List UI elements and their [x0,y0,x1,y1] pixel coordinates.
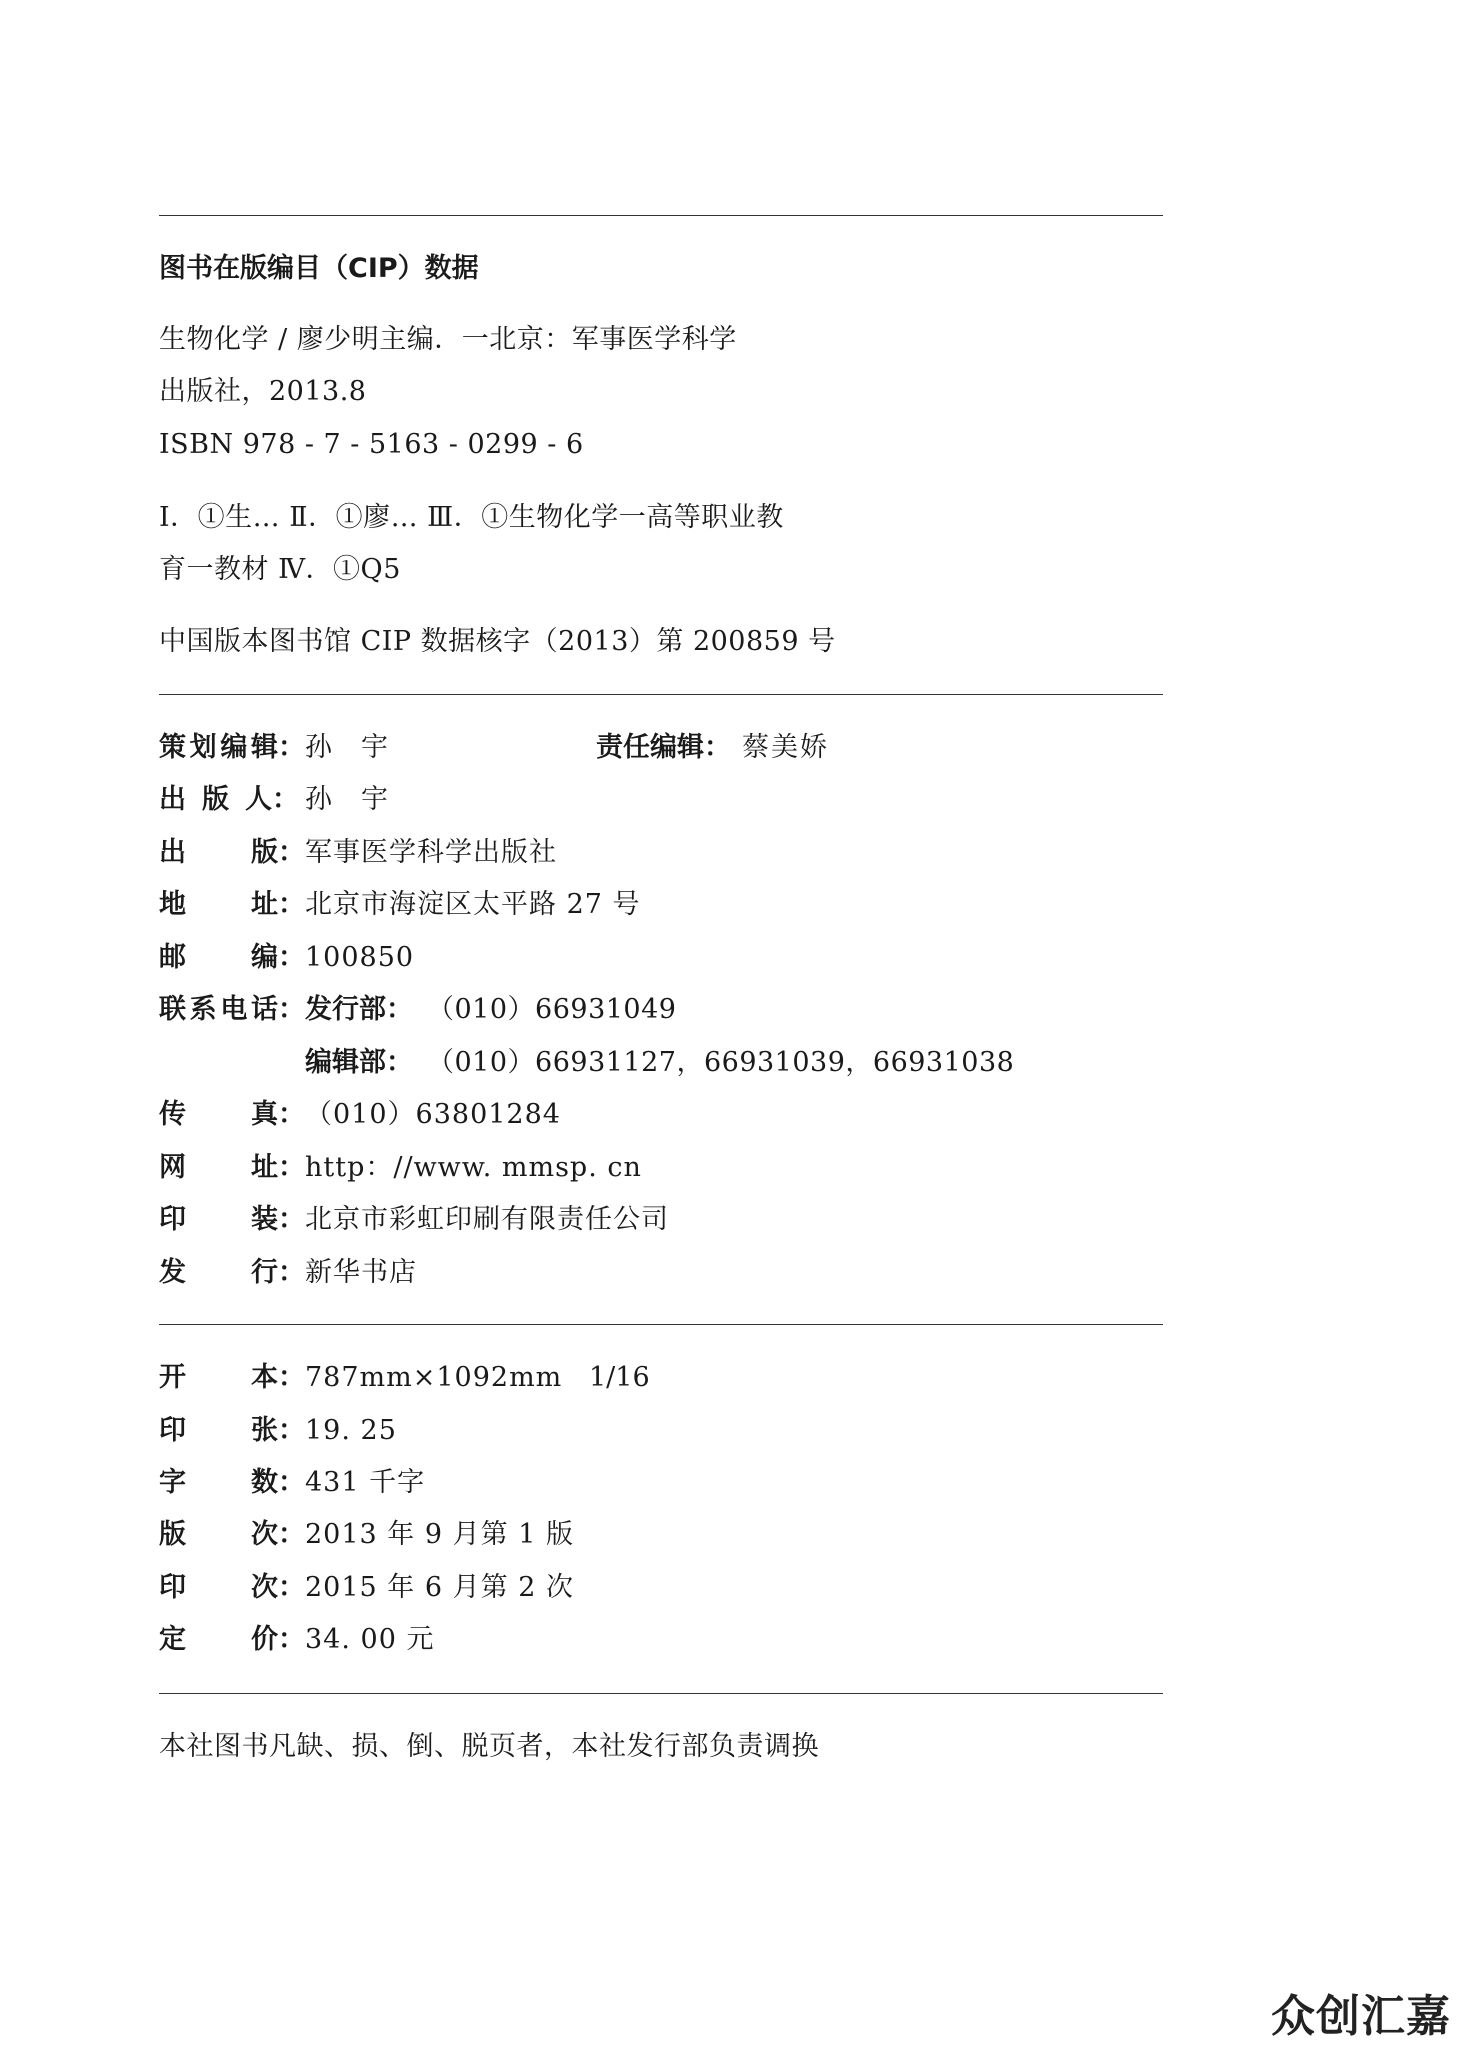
publisher-label: 出 版： [159,837,305,868]
website-value: http：//www. mmsp. cn [305,1152,642,1183]
cip-line-record-number: 中国版本图书馆 CIP 数据核字（2013）第 200859 号 [159,626,836,657]
responsible-editor-label: 责任编辑： [596,732,731,763]
replacement-notice: 本社图书凡缺、损、倒、脱页者，本社发行部负责调换 [159,1731,819,1762]
distribution-dept-label: 发行部： [305,994,413,1025]
website-label: 网 址： [159,1152,305,1183]
planning-editor-label: 策 划 编 辑： [159,732,305,763]
cip-line-isbn: ISBN 978 - 7 - 5163 - 0299 - 6 [159,429,584,460]
cip-line-classification-cont: 育一教材 Ⅳ．①Q5 [159,554,401,585]
planning-editor-value: 孙 宇 [305,732,389,763]
watermark-logo: 众创汇嘉 [1271,1991,1451,2042]
cip-divider [159,694,1163,695]
format-label: 开 本： [159,1362,305,1393]
cip-line-classification: Ⅰ．①生… Ⅱ．①廖… Ⅲ．①生物化学一高等职业教 [159,502,784,533]
format-value: 787mm×1092mm [305,1362,563,1393]
printer-value: 北京市彩虹印刷有限责任公司 [305,1204,669,1235]
editorial-dept-phone: （010）66931127，66931039，66931038 [427,1047,1015,1078]
cip-line-1: 生物化学 / 廖少明主编．一北京：军事医学科学 [159,324,737,355]
distributor-value: 新华书店 [305,1257,417,1288]
responsible-editor-value: 蔡美娇 [742,732,829,763]
sheets-label: 印 张： [159,1415,305,1446]
price-label: 定 价： [159,1624,305,1655]
words-value: 431 千字 [305,1467,426,1498]
editorial-dept-label: 编辑部： [305,1047,413,1078]
distributor-label: 发 行： [159,1257,305,1288]
postcode-value: 100850 [305,942,415,973]
address-label: 地 址： [159,889,305,920]
publisher-value: 军事医学科学出版社 [305,837,557,868]
cip-title: 图书在版编目（CIP）数据 [159,253,479,284]
fax-value: （010）63801284 [305,1099,561,1130]
edition-label: 版 次： [159,1519,305,1550]
printer-label: 印 装： [159,1204,305,1235]
distribution-dept-phone: （010）66931049 [427,994,677,1025]
printing-value: 2015 年 6 月第 2 次 [305,1572,574,1603]
specs-divider [159,1693,1163,1694]
postcode-label: 邮 编： [159,942,305,973]
words-label: 字 数： [159,1467,305,1498]
address-value: 北京市海淀区太平路 27 号 [305,889,641,920]
info-divider [159,1324,1163,1325]
edition-value: 2013 年 9 月第 1 版 [305,1519,574,1550]
fax-label: 传 真： [159,1099,305,1130]
sheets-value: 19. 25 [305,1415,397,1446]
format-fraction: 1/16 [589,1362,650,1393]
cip-line-2: 出版社，2013.8 [159,376,367,407]
publisher-person-value: 孙 宇 [305,784,389,815]
publisher-person-label: 出 版 人： [159,784,299,815]
price-value: 34. 00 元 [305,1624,435,1655]
phone-label: 联 系 电 话： [159,994,305,1025]
printing-label: 印 次： [159,1572,305,1603]
top-divider [159,215,1163,216]
